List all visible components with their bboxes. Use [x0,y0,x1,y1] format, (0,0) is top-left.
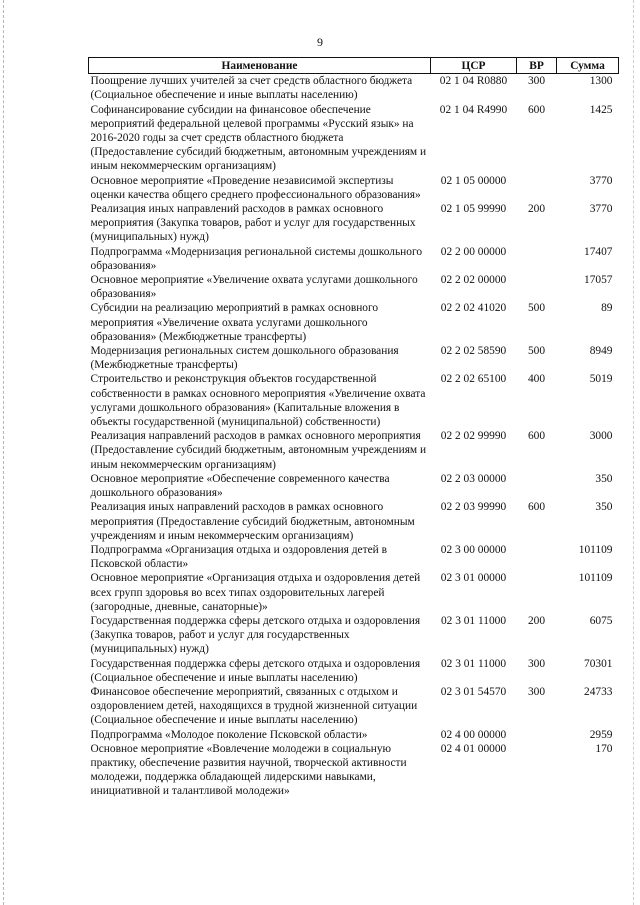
row-name: Основное мероприятие «Увеличение охвата услугами дошкольного образования» [90,274,418,301]
header-vr: ВР [517,58,557,74]
row-sum: 24733 [584,685,613,698]
row-name: Основное мероприятие «Вовлечение молодежи в социальную практику, обеспечение развития научной, творческой активности молодежи, поддержка обладающей лидерскими навыками, инициативной и талантливой молодежи» [90,742,407,798]
row-name: Модернизация региональных систем дошкольного образования (Межбюджетные трансферты) [90,345,399,372]
row-vr [517,728,557,742]
row-vr: 500 [527,302,546,315]
table-row [89,472,619,500]
row-csr: 02 3 01 54570 [440,685,507,698]
header-sum: Сумма [557,58,619,74]
table-row [89,500,619,543]
row-vr: 300 [527,75,546,88]
table-row [89,543,619,571]
table-row [89,344,619,372]
row-vr [517,742,557,799]
row-vr: 300 [527,685,546,698]
page-edge-right [633,0,634,905]
budget-table-body [89,74,619,799]
row-sum: 101109 [578,572,613,585]
row-sum: 3770 [589,174,613,187]
row-vr [517,543,557,571]
row-sum: 17407 [584,245,613,258]
table-row [89,202,619,245]
table-row [89,614,619,657]
row-csr: 02 2 00 00000 [440,245,507,258]
table-row [89,728,619,742]
budget-table-header [89,58,619,74]
row-vr: 200 [527,614,546,627]
row-name: Реализация направлений расходов в рамках основного мероприятия (Предоставление субсидий бюджетным, автономным учреждениям и иным некоммерческим организациям) [90,430,427,471]
header-csr: ЦСР [431,58,517,74]
row-csr: 02 1 04 R0880 [439,75,508,88]
row-sum: 101109 [578,543,613,556]
row-sum: 17057 [584,274,613,287]
row-name: Подпрограмма «Организация отдыха и оздоровления детей в Псковской области» [90,543,387,571]
table-row [89,245,619,273]
row-name: Основное мероприятие «Обеспечение современного качества дошкольного образования» [90,472,390,500]
row-vr [517,472,557,500]
row-vr: 500 [527,345,546,358]
row-vr: 600 [527,103,546,116]
row-name: Поощрение лучших учителей за счет средств областного бюджета (Социальное обеспечение и иные выплаты населению) [90,75,413,102]
row-sum: 3000 [589,430,613,443]
row-csr: 02 3 01 11000 [440,657,507,670]
row-csr: 02 2 02 58590 [440,345,507,358]
table-row [89,685,619,728]
row-sum: 89 [601,302,613,315]
row-csr: 02 3 00 00000 [440,543,507,556]
row-csr: 02 1 05 00000 [440,174,507,187]
table-row [89,174,619,202]
row-name: Реализация иных направлений расходов в рамках основного мероприятия (Предоставление субсидий бюджетным, автономным учреждениям и иным некоммерческим организациям) [90,501,415,542]
row-name: Государственная поддержка сферы детского отдыха и оздоровления (Закупка товаров, работ и услуг для государственных (муниципальных) нужд) [90,614,421,656]
row-vr: 200 [527,203,546,216]
row-sum: 350 [595,472,613,485]
table-row [89,273,619,301]
row-name: Субсидии на реализацию мероприятий в рамках основного мероприятия «Увеличение охвата услугами дошкольного образования» (Межбюджетные трансферты) [90,302,379,343]
page-number: 9 [317,35,323,49]
row-csr: 02 3 01 11000 [440,614,507,627]
row-csr: 02 4 01 00000 [440,742,507,755]
table-row [89,742,619,799]
budget-table [88,57,619,799]
row-csr: 02 2 03 99990 [440,501,507,514]
row-sum: 1300 [589,75,613,88]
table-row [89,103,619,174]
row-csr: 02 2 02 41020 [440,302,507,315]
row-csr: 02 4 00 00000 [440,728,507,741]
row-name: Финансовое обеспечение мероприятий, связанных с отдыхом и оздоровлением детей, находящихся в трудной жизненной ситуации (Социальное обеспечение и иные выплаты населению) [90,685,418,727]
row-vr: 300 [527,657,546,670]
table-row [89,301,619,344]
row-name: Строительство и реконструкция объектов государственной собственности в рамках основного мероприятия «Увеличение охвата услугами дошкольного образования» (Капитальные вложения в объекты государственной (муниципальной) собственности) [90,373,426,429]
row-csr: 02 2 03 00000 [440,472,507,485]
row-name: Подпрограмма «Молодое поколение Псковской области» [90,728,368,741]
row-csr: 02 2 02 99990 [440,430,507,443]
row-name: Основное мероприятие «Проведение независимой экспертизы оценки качества общего среднего профессионального образования» [90,174,421,201]
row-vr [517,245,557,273]
row-sum: 3770 [589,203,613,216]
row-csr: 02 3 01 00000 [440,572,507,585]
row-vr [517,571,557,614]
row-name: Основное мероприятие «Организация отдыха и оздоровления детей всех групп здоровья во всех типах оздоровительных лагерей (загородные, дневные, санаторные)» [90,572,421,613]
row-name: Государственная поддержка сферы детского отдыха и оздоровления (Социальное обеспечение и иные выплаты населению) [90,657,421,684]
table-row [89,74,619,103]
table-row [89,372,619,429]
row-csr: 02 2 02 00000 [440,274,507,287]
row-sum: 170 [595,742,613,755]
row-vr: 400 [527,373,546,386]
row-sum: 70301 [584,657,613,670]
row-csr: 02 1 04 R4990 [439,103,508,116]
row-sum: 5019 [589,373,613,386]
table-row [89,429,619,472]
row-name: Подпрограмма «Модернизация региональной системы дошкольного образования» [90,245,423,272]
header-row [89,58,619,74]
row-vr [517,174,557,202]
row-csr: 02 1 05 99990 [440,203,507,216]
row-sum: 6075 [589,614,613,627]
table-row [89,571,619,614]
page-edge-left [3,0,4,905]
row-name: Реализация иных направлений расходов в рамках основного мероприятия (Закупка товаров, работ и услуг для государственных (муниципальных) нужд) [90,203,416,244]
row-vr [517,273,557,301]
row-sum: 2959 [589,728,613,741]
row-sum: 350 [595,501,613,514]
row-vr: 600 [527,501,546,514]
row-sum: 1425 [589,103,613,116]
table-row [89,657,619,685]
header-name: Наименование [89,58,431,74]
row-name: Софинансирование субсидии на финансовое обеспечение мероприятий федеральной целевой программы «Русский язык» на 2016-2020 годы за счет средств областного бюджета (Предоставление субсидий бюджетным, автономным учреждениям и иным некоммерческим организациям) [90,103,427,173]
row-vr: 600 [527,430,546,443]
row-sum: 8949 [589,345,613,358]
row-csr: 02 2 02 65100 [440,373,507,386]
